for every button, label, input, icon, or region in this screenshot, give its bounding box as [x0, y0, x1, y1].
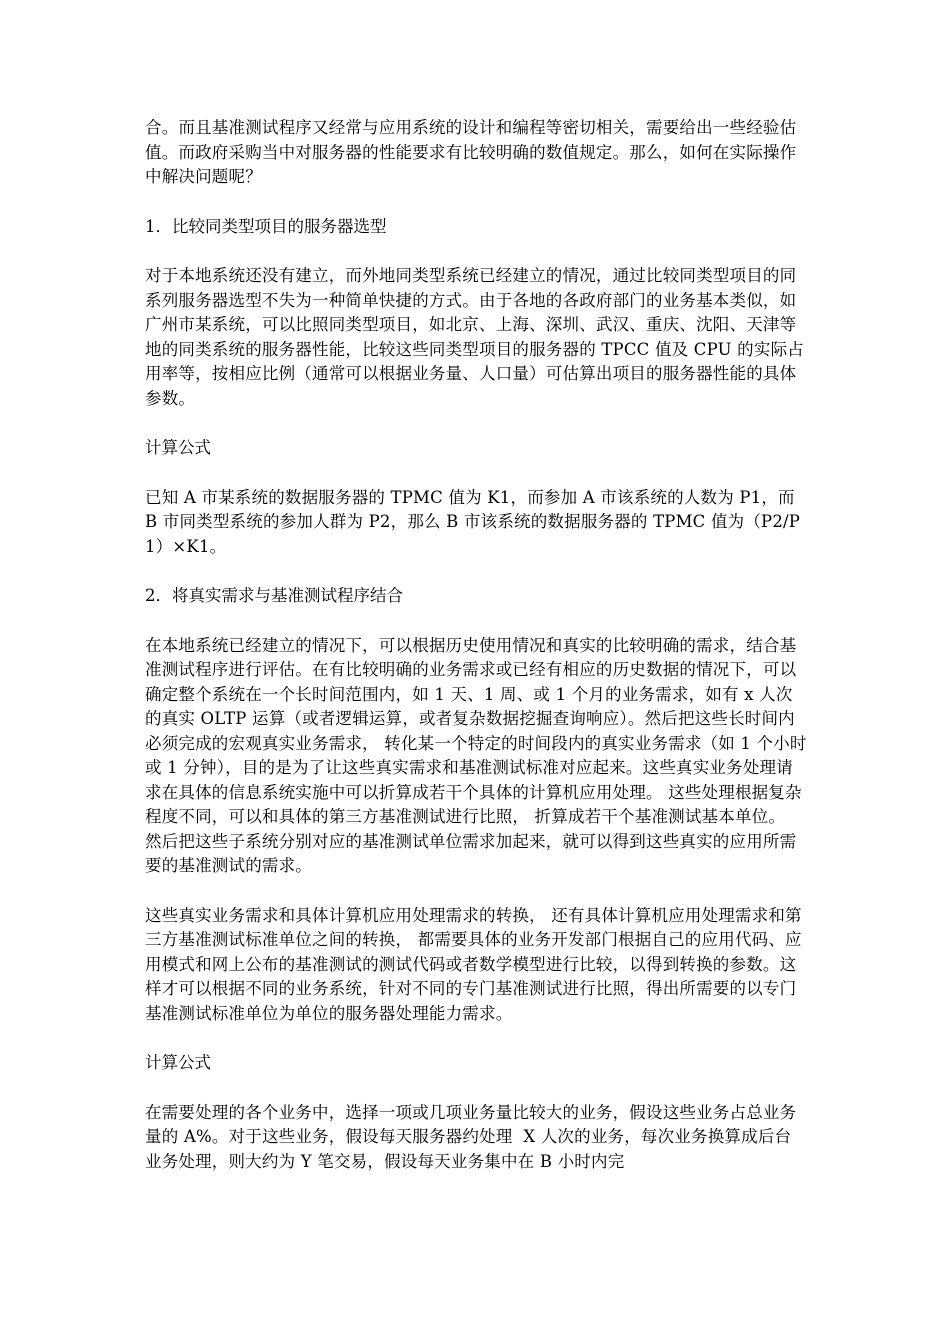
paragraph-real-demand: 在本地系统已经建立的情况下，可以根据历史使用情况和真实的比较明确的需求，结合基准测试程序进行评估。在有比较明确的业务需求或已经有相应的历史数据的情况下，可以确定整个系统在一个长时间范围内，如 1 天、1 周、或 1 个月的业务需求，如有 x 人次的真实 OLTP 运算（或者逻辑运算，或者复杂数据挖掘查询响应）。然后把这些长时间内必须完成的宏观真实业务需求， 转化某一个特定的时间段内的真实业务需求（如 1 个小时或 1 分钟），目的是为了让这些真实需求和基准测试标准对应起来。这些真实业务处理请求在具体的信息系统实施中可以折算成若干个具体的计算机应用处理。 这些处理根据复杂程度不同，可以和具体的第三方基准测试进行比照， 折算成若干个基准测试基本单位。 然后把这些子系统分别对应的基准测试单位需求加起来，就可以得到这些真实的应用所需要的基准测试的需求。 [145, 635, 807, 875]
section-heading-2: 2．将真实需求与基准测试程序结合 [145, 586, 403, 605]
document-page [145, 116, 807, 1199]
formula-paragraph-1: 已知 A 市某系统的数据服务器的 TPMC 值为 K1，而参加 A 市该系统的人数为 P1，而 B 市同类型系统的参加人群为 P2，那么 B 市该系统的数据服务器的 TPMC 值为（P2/P1）×K1。 [145, 487, 801, 556]
formula-heading-1: 计算公式 [145, 438, 211, 457]
formula-paragraph-2: 在需要处理的各个业务中，选择一项或几项业务量比较大的业务，假设这些业务占总业务量的 A%。对于这些业务，假设每天服务器约处理 X 人次的业务，每次业务换算成后台业务处理，则大约为 Y 笔交易，假设每天业务集中在 B 小时内完 [145, 1102, 797, 1171]
formula-heading-2: 计算公式 [145, 1053, 211, 1072]
paragraph-comparison: 对于本地系统还没有建立，而外地同类型系统已经建立的情况，通过比较同类型项目的同系列服务器选型不失为一种简单快捷的方式。由于各地的各政府部门的业务基本类似，如广州市某系统，可以比照同类型项目，如北京、上海、深圳、武汉、重庆、沈阳、天津等地的同类系统的服务器性能，比较这些同类型项目的服务器的 TPCC 值及 CPU 的实际占用率等，按相应比例（通常可以根据业务量、人口量）可估算出项目的服务器性能的具体参数。 [145, 266, 804, 408]
paragraph-conversion: 这些真实业务需求和具体计算机应用处理需求的转换， 还有具体计算机应用处理需求和第三方基准测试标准单位之间的转换， 都需要具体的业务开发部门根据自己的应用代码、应用模式和网上公布的基准测试的测试代码或者数学模型进行比较，以得到转换的参数。这样才可以根据不同的业务系统，针对不同的专门基准测试进行比照，得出所需要的以专门基准测试标准单位为单位的服务器处理能力需求。 [145, 905, 802, 1023]
section-heading-1: 1．比较同类型项目的服务器选型 [145, 216, 387, 236]
intro-paragraph: 合。而且基准测试程序又经常与应用系统的设计和编程等密切相关，需要给出一些经验估值。而政府采购当中对服务器的性能要求有比较明确的数值规定。那么，如何在实际操作中解决问题呢？ [145, 118, 797, 186]
